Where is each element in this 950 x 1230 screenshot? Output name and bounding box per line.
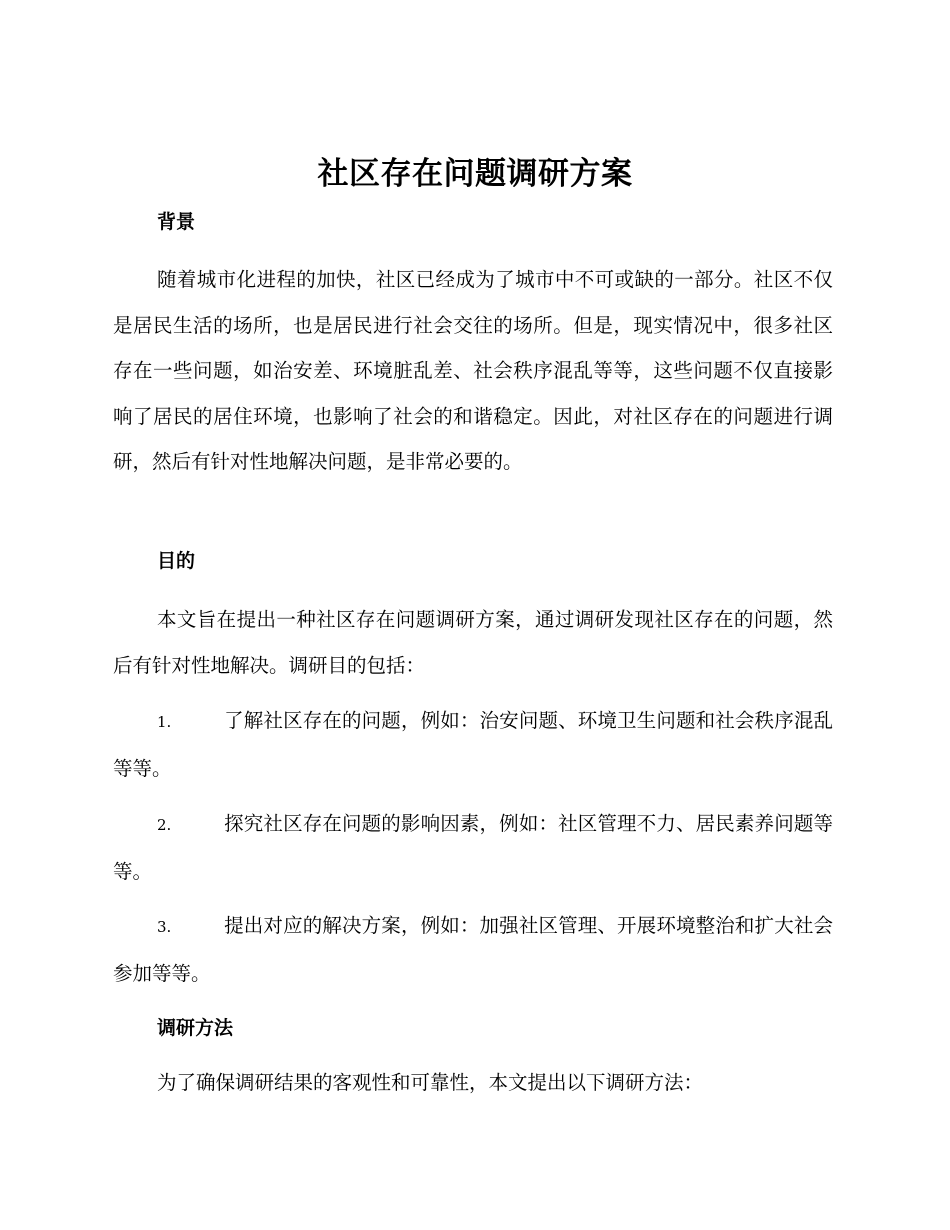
list-item-number: 2. [157, 816, 172, 834]
section-heading-background: 背景 [157, 211, 196, 233]
list-item-text: 探究社区存在问题的影响因素，例如：社区管理不力、居民素养问题等等。 [113, 812, 833, 883]
section-heading-methods: 调研方法 [157, 1017, 234, 1039]
purpose-paragraph: 本文旨在提出一种社区存在问题调研方案，通过调研发现社区存在的问题，然后有针对性地解决。调研目的包括： [113, 608, 833, 677]
background-paragraph: 随着城市化进程的加快，社区已经成为了城市中不可或缺的一部分。社区不仅是居民生活的场所，也是居民进行社会交往的场所。但是，现实情况中，很多社区存在一些问题，如治安差、环境脏乱差、社会秩序混乱等等，这些问题不仅直接影响了居民的居住环境，也影响了社会的和谐稳定。因此，对社区存在的问题进行调研，然后有针对性地解决问题，是非常必要的。 [113, 268, 833, 473]
list-item-text: 提出对应的解决方案，例如：加强社区管理、开展环境整治和扩大社会参加等等。 [113, 914, 833, 985]
section-heading-purpose: 目的 [157, 550, 196, 572]
document-title: 社区存在问题调研方案 [317, 156, 633, 192]
list-item-text: 了解社区存在的问题，例如：治安问题、环境卫生问题和社会秩序混乱等等。 [113, 709, 833, 780]
methods-paragraph: 为了确保调研结果的客观性和可靠性，本文提出以下调研方法： [157, 1071, 704, 1094]
list-item [113, 801, 833, 894]
list-item-number: 3. [157, 918, 172, 936]
list-item [113, 698, 833, 791]
list-item-number: 1. [157, 713, 172, 731]
list-item [113, 903, 833, 996]
